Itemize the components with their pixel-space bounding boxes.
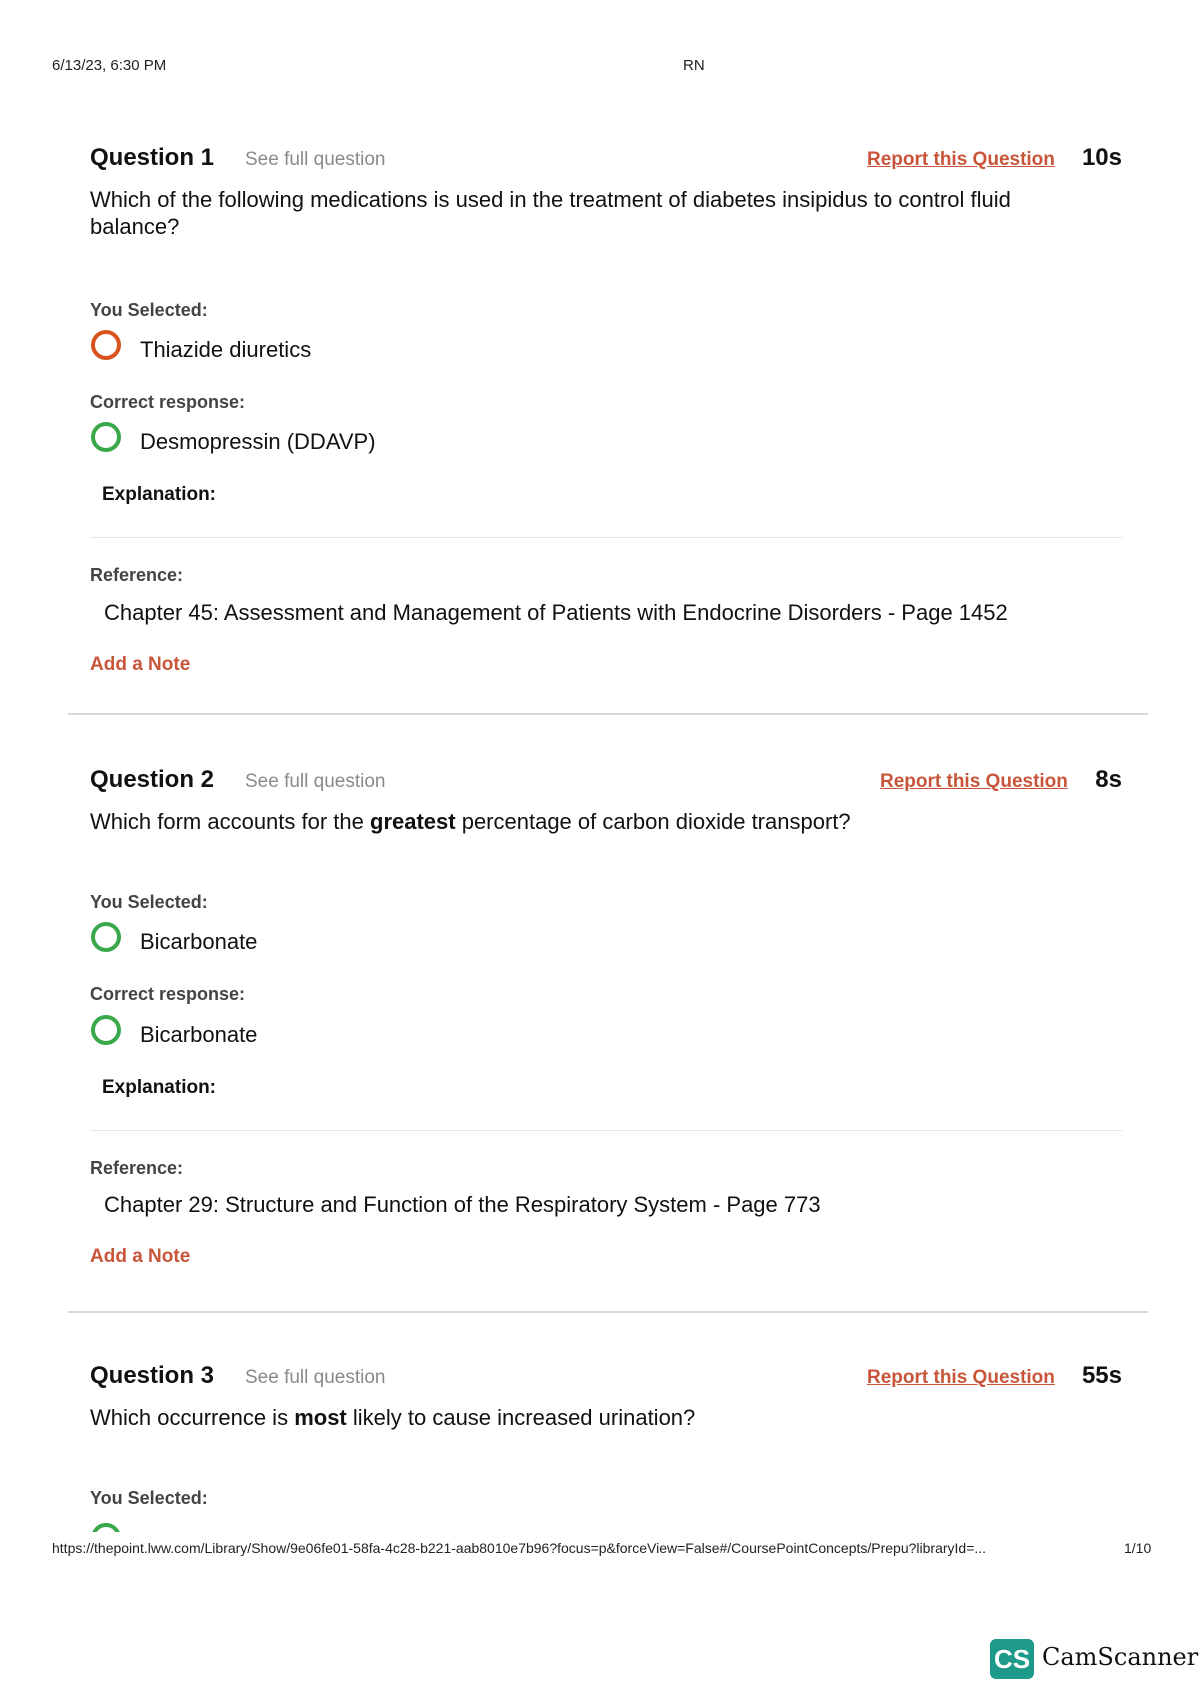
selected-answer: Bicarbonate — [140, 929, 258, 954]
report-question-link[interactable]: Report this Question — [867, 149, 1055, 170]
question-text: Which form accounts for the greatest percentage of carbon dioxide transport? — [90, 809, 851, 834]
print-page-number: 1/10 — [1124, 1540, 1152, 1556]
divider — [90, 537, 1122, 538]
emphasis-text: greatest — [370, 809, 456, 834]
print-header-title: RN — [683, 57, 705, 74]
camscanner-logo: CS — [990, 1639, 1034, 1679]
correct-answer-icon — [91, 422, 121, 452]
question-time: 55s — [1081, 1362, 1122, 1389]
correct-answer-icon — [91, 1015, 121, 1045]
question-text: Which of the following medications is used in the treatment of diabetes insipidus to control fluid balance? — [90, 187, 1011, 239]
reference-label: Reference: — [90, 565, 184, 585]
question-time: 10s — [1081, 144, 1122, 171]
correct-answer: Bicarbonate — [140, 1022, 258, 1047]
selected-answer: Thiazide diuretics — [140, 337, 312, 362]
add-note-link[interactable]: Add a Note — [90, 1246, 191, 1267]
add-note-link[interactable]: Add a Note — [90, 654, 191, 675]
divider — [90, 1130, 1122, 1131]
explanation-label: Explanation: — [102, 1077, 217, 1098]
question-card-2 — [90, 766, 1122, 1286]
answer-status-icon — [91, 1523, 121, 1532]
print-footer-url: https://thepoint.lww.com/Library/Show/9e06fe01-58fa-4c28-b221-aab8010e7b96?focus=p&forceView=False#/CoursePointConcepts/Prepu?libraryId=... — [52, 1540, 987, 1556]
correct-answer-icon — [91, 922, 121, 952]
reference-text: Chapter 45: Assessment and Management of Patients with Endocrine Disorders - Page 1452 — [104, 600, 1008, 625]
question-separator — [68, 1311, 1148, 1313]
see-full-question-link[interactable]: See full question — [245, 149, 386, 170]
report-question-link[interactable]: Report this Question — [867, 1367, 1055, 1388]
incorrect-answer-icon — [91, 330, 121, 360]
correct-answer: Desmopressin (DDAVP) — [140, 429, 376, 454]
camscanner-brand: CamScanner — [1042, 1643, 1199, 1671]
reference-text: Chapter 29: Structure and Function of the Respiratory System - Page 773 — [104, 1192, 821, 1217]
you-selected-label: You Selected: — [90, 892, 208, 912]
question-time: 8s — [1095, 766, 1122, 793]
reference-label: Reference: — [90, 1158, 184, 1178]
correct-response-label: Correct response: — [90, 984, 246, 1004]
question-text: Which occurrence is most likely to cause increased urination? — [90, 1405, 696, 1430]
print-datetime: 6/13/23, 6:30 PM — [52, 57, 167, 74]
report-question-link[interactable]: Report this Question — [880, 771, 1068, 792]
emphasis-text: most — [294, 1405, 347, 1430]
see-full-question-link[interactable]: See full question — [245, 771, 386, 792]
question-title: Question 1 — [90, 144, 215, 171]
question-separator — [68, 713, 1148, 715]
question-card-1 — [90, 144, 1122, 684]
explanation-label: Explanation: — [102, 484, 217, 505]
question-title: Question 3 — [90, 1362, 215, 1389]
question-title: Question 2 — [90, 766, 215, 793]
correct-response-label: Correct response: — [90, 392, 246, 412]
you-selected-label: You Selected: — [90, 1488, 208, 1508]
see-full-question-link[interactable]: See full question — [245, 1367, 386, 1388]
question-card-3 — [90, 1362, 1122, 1532]
you-selected-label: You Selected: — [90, 300, 208, 320]
